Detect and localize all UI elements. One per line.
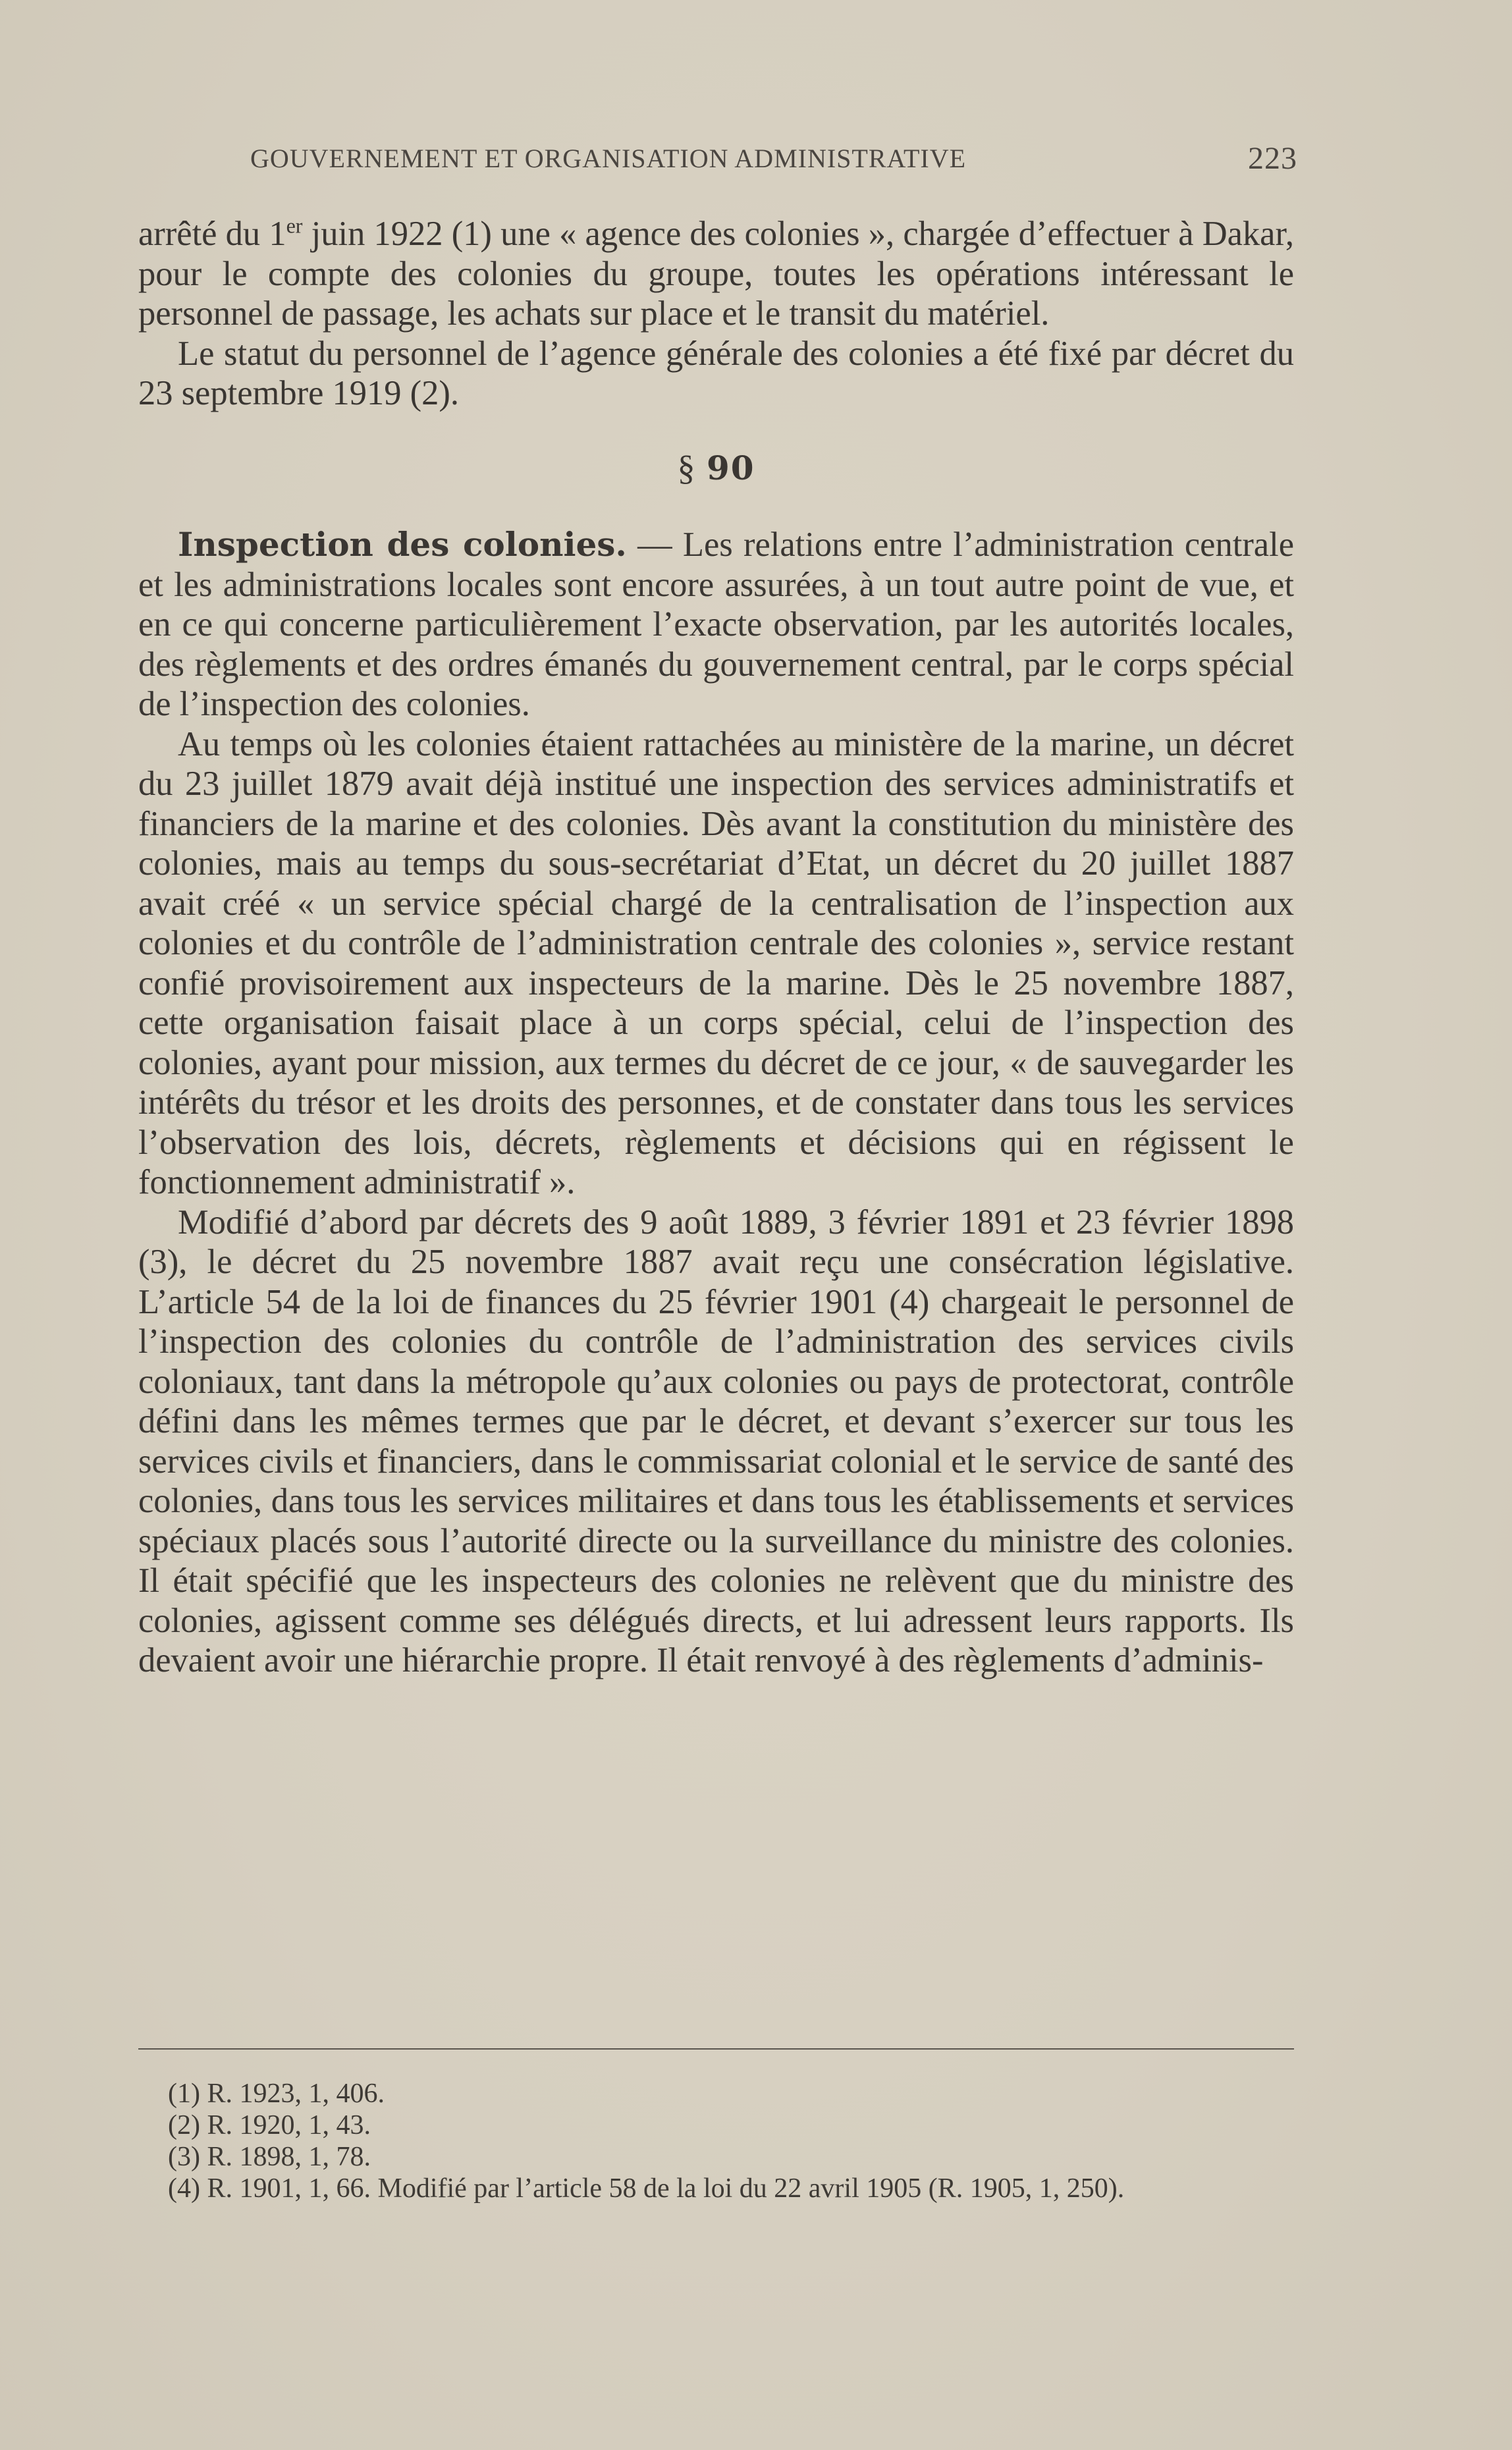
paragraph-text: — Les relations entre l’administration centrale et les administrations locales sont encore assurées, à un tout autre point de vue, et en ce qui concerne particulièrement l’exacte observation, par les autorités locales, des règlements et des ordres émanés du gouvernement central, par le corps spécial de l’inspection des colonies. [138,526,1294,723]
paragraph-agence [138,214,1294,334]
footnote-divider [138,2048,1294,2050]
footnotes [138,2078,1294,2204]
page-number: 223 [1248,141,1297,176]
running-header [138,135,1297,175]
paragraph-text: juin 1922 (1) une « agence des colonies », chargée d’effectuer à Dakar, pour le compte des colonies du groupe, toutes les opérations intéressant le personnel de passage, les achats sur place et le transit du matériel. [138,215,1294,333]
body-text [138,214,1294,1681]
footnote: (3) R. 1898, 1, 78. [168,2142,371,2172]
paragraph-text: arrêté du 1 [138,215,286,253]
footnote: (1) R. 1923, 1, 406. [168,2079,385,2109]
paragraph-inspection [138,525,1294,724]
superscript: er [286,213,303,238]
paragraph-statut: Le statut du personnel de l’agence générale des colonies a été fixé par décret du 23 septembre 1919 (2). [138,334,1294,412]
section-heading [138,448,1294,489]
running-title: GOUVERNEMENT ET ORGANISATION ADMINISTRATIVE [250,144,967,173]
paragraph-legislation: Modifié d’abord par décrets des 9 août 1889, 3 février 1891 et 23 février 1898 (3), le décret du 25 novembre 1887 avait reçu une consécration législative. L’article 54 de la loi de finances du 25 février 1901 (4) chargeait le personnel de l’inspection des colonies du contrôle de l’administration des services civils coloniaux, tant dans la métropole qu’aux colonies ou pays de protectorat, contrôle défini dans les mêmes termes que par le décret, et devant s’exercer sur tous les services civils et financiers, dans le commissariat colonial et le service de santé des colonies, dans tous les services militaires et dans tous les établissements et services spéciaux placés sous l’autorité directe ou la surveillance du ministre des colonies. Il était spécifié que les inspecteurs des colonies ne relèvent que du ministre des colonies, agissent comme ses délégués directs, et lui adressent leurs rapports. Ils devaient avoir une hiérarchie propre. Il était renvoyé à des règlements d’adminis- [138,1203,1294,1679]
paragraph-history: Au temps où les colonies étaient rattachées au ministère de la marine, un décret du 23 juillet 1879 avait déjà institué une inspection des services administratifs et financiers de la marine et des colonies. Dès avant la constitution du ministère des colonies, mais au temps du sous-secrétariat d’Etat, un décret du 20 juillet 1887 avait créé « un service spécial chargé de la centralisation de l’inspection aux colonies et du contrôle de l’administration centrale des colonies », service restant confié provisoirement aux inspecteurs de la marine. Dès le 25 novembre 1887, cette organisation faisait place à un corps spécial, celui de l’inspection des colonies, ayant pour mission, aux termes du décret de ce jour, « de sauvegarder les intérêts du trésor et les droits des personnes, et de constater dans tous les services l’observation des lois, décrets, règlements et décisions qui en régissent le fonctionnement administratif ». [138,724,1294,1201]
section-number: 90 [706,448,755,487]
footnote: (4) R. 1901, 1, 66. Modifié par l’article 58 de la loi du 22 avril 1905 (R. 1905, 1, 250). [168,2173,1125,2204]
paragraph-lead-title: Inspection des colonies. [178,525,627,564]
footnote: (2) R. 1920, 1, 43. [168,2110,371,2140]
section-symbol: § [677,447,697,487]
